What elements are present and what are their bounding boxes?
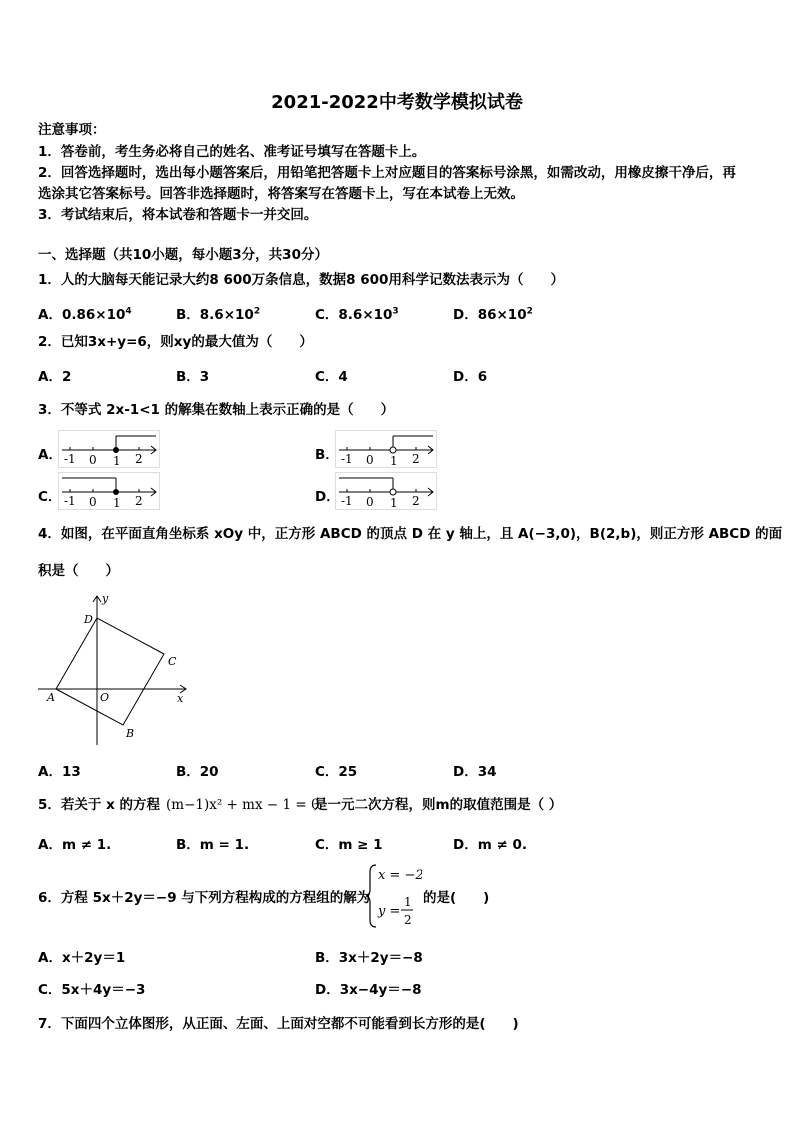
- question-3-stem: 3．不等式 2x-1<1 的解集在数轴上表示正确的是（ ）: [38, 402, 395, 418]
- page-title: 2021-2022中考数学模拟试卷: [271, 92, 523, 113]
- tick-label: 0: [366, 495, 374, 509]
- frac-denominator: 2: [404, 913, 412, 927]
- tick-label: 1: [113, 496, 121, 510]
- question-5-stem: 5．若关于 x 的方程: [38, 797, 161, 813]
- notice-item-1: 1．答卷前，考生务必将自己的姓名、准考证号填写在答题卡上。: [38, 144, 426, 160]
- frac-numerator: 1: [404, 895, 412, 909]
- question-1-stem: 1．人的大脑每天能记录大约8 600万条信息，数据8 600用科学记数法表示为（ ）: [38, 272, 564, 288]
- q3-option-d: D．: [315, 489, 340, 505]
- q3-option-c: C．: [38, 489, 62, 505]
- q1-option-c: C．$8.6\times 10^3$: [315, 306, 399, 323]
- q5-option-b: B．m = 1.: [176, 837, 250, 853]
- question-6-stem-cont: 的是( ): [423, 890, 490, 906]
- q3-option-a: A．: [38, 447, 62, 463]
- question-4-stem: 4．如图，在平面直角坐标系 xOy 中，正方形 ABCD 的顶点 D 在 y 轴上，且 A(−3,0)，B(2,b)，则正方形 ABCD 的面: [38, 526, 783, 542]
- q5-equation: (m−1)x² + mx − 1 = 0: [166, 797, 320, 813]
- tick-label: 2: [135, 494, 143, 508]
- notice-item-3: 3．考试结束后，将本试卷和答题卡一并交回。: [38, 207, 318, 223]
- q2-option-c: C．4: [315, 369, 348, 385]
- q5-option-d: D．m ≠ 0.: [453, 837, 528, 853]
- origin-label: O: [100, 691, 110, 704]
- system-x-eq: x = −2: [378, 868, 422, 883]
- question-6-stem: 6．方程 5x＋2y＝−9 与下列方程构成的方程组的解为: [38, 890, 371, 906]
- tick-label: 1: [390, 454, 398, 468]
- q4-option-a: A．13: [38, 764, 81, 780]
- q6-equation-system: [366, 862, 422, 934]
- q6-option-b: B．3x＋2y＝−8: [315, 950, 423, 966]
- q5-option-a: A．m ≠ 1.: [38, 837, 112, 853]
- tick-label: 0: [366, 453, 374, 467]
- q3-number-line-c: [58, 472, 160, 510]
- q6-option-c: C．5x＋4y＝−3: [38, 982, 146, 998]
- tick-label: -1: [64, 452, 76, 466]
- notice-item-2: 2．回答选择题时，选出每小题答案后，用铅笔把答题卡上对应题目的答案标号涂黑，如需改动，用橡皮擦干净后，再: [38, 165, 736, 181]
- point-a-label: A: [47, 691, 55, 704]
- q3-number-line-b: [335, 430, 437, 468]
- y-axis-label: y: [102, 592, 109, 605]
- question-7-stem: 7．下面四个立体图形，从正面、左面、上面对空都不可能看到长方形的是( ): [38, 1016, 519, 1032]
- tick-label: 0: [89, 453, 97, 467]
- tick-label: -1: [64, 494, 76, 508]
- question-5-stem-cont: 是一元二次方程，则m的取值范围是（ ）: [314, 797, 563, 813]
- tick-label: 1: [390, 496, 398, 510]
- tick-label: 2: [135, 452, 143, 466]
- point-b-label: B: [126, 727, 135, 740]
- notice-heading: 注意事项：: [38, 122, 106, 138]
- q1-option-b: B．$8.6\times 10^2$: [176, 306, 261, 323]
- q4-option-c: C．25: [315, 764, 358, 780]
- q4-option-b: B．20: [176, 764, 219, 780]
- notice-item-2-cont: 选涂其它答案标号。回答非选择题时，将答案写在答题卡上，写在本试卷上无效。: [38, 186, 524, 202]
- q6-option-d: D．3x−4y＝−8: [315, 982, 422, 998]
- q2-option-a: A．2: [38, 369, 72, 385]
- q1-option-d: D．$86\times 10^2$: [453, 306, 533, 323]
- tick-label: 2: [412, 494, 420, 508]
- q1-option-a: A．$0.86\times 10^4$: [38, 306, 132, 323]
- point-d-label: D: [84, 613, 93, 626]
- q6-option-a: A．x＋2y＝1: [38, 950, 126, 966]
- question-2-stem: 2．已知3x+y=6，则xy的最大值为（ ）: [38, 334, 313, 350]
- q3-number-line-d: [335, 472, 437, 510]
- system-y-eq: y =: [378, 904, 401, 919]
- q4-coordinate-figure: [36, 590, 196, 754]
- q2-option-b: B．3: [176, 369, 210, 385]
- tick-label: 1: [113, 454, 121, 468]
- tick-label: -1: [341, 452, 353, 466]
- question-4-stem-cont: 积是（ ）: [38, 563, 119, 579]
- x-axis-label: x: [177, 692, 184, 705]
- q4-option-d: D．34: [453, 764, 497, 780]
- section-heading: 一、选择题（共10小题，每小题3分，共30分）: [38, 247, 328, 263]
- tick-label: 2: [412, 452, 420, 466]
- q5-option-c: C．m ≥ 1: [315, 837, 383, 853]
- tick-label: -1: [341, 494, 353, 508]
- point-c-label: C: [168, 655, 177, 668]
- q3-option-b: B．: [315, 447, 339, 463]
- q3-number-line-a: [58, 430, 160, 468]
- tick-label: 0: [89, 495, 97, 509]
- q2-option-d: D．6: [453, 369, 488, 385]
